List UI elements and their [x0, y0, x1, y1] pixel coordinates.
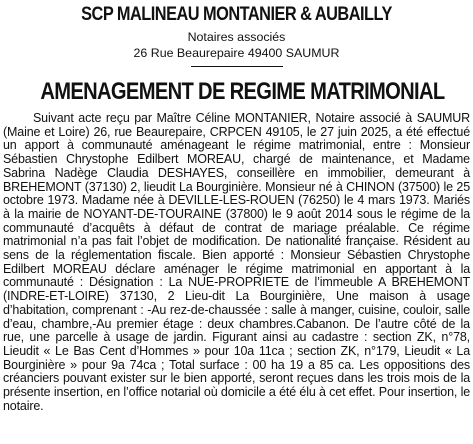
firm-address: 26 Rue Beaurepaire 49400 SAUMUR — [133, 46, 340, 60]
notice-body: Suivant acte reçu par Maître Céline MONTANIER, Notaire associé à SAUMUR (Maine et Loire) 26, rue Beaurepaire, CRPCEN 49105, le 27 juin 2025, a été effectué un apport à communauté aménageant le régime matrimonial, entre : Monsieur Sébastien Chrystophe Edilbert MOREAU, chargé de maintenance, et Madame Sabrina Nadège Claudia DESHAYES, conseillère en immobilier, demeurant à BREHEMONT (37130) 2, lieudit La Bourginière. Monsieur né à CHINON (37500) le 25 octobre 1973. Madame née à DEVILLE-LES-ROUEN (76250) le 4 mars 1973. Mariés à la mairie de NOYANT-DE-TOURAINE (37800) le 9 août 2014 sous le régime de la communauté d’acquêts à défaut de contrat de mariage préalable. Ce régime matrimonial n’a pas fait l’objet de modification. De nationalité française. Résident au sens de la réglementation fiscale. Bien apporté : Monsieur Sébastien Chrystophe Edilbert MOREAU déclare aménager le régime matrimonial en apportant à la communauté : Désignation : La NUE-PROPRIETE de l’immeuble A BREHEMONT (INDRE-ET-LOIRE) 37130, 2 Lieu-dit La Bourginière, Une maison à usage d’habitation, comprenant : -Au rez-de-chaussée : salle à manger, cuisine, couloir, salle d’eau, chambre,-Au premier étage : deux chambres.Cabanon. De l’autre côté de la rue, une parcelle à usage de jardin. Figurant ainsi au cadastre : section ZK, n°78, Lieudit « Le Bas Cent d’Hommes » pour 10a 11ca ; section ZK, n°179, Lieudit « La Bourginière » pour 9a 74ca ; Total surface : 00 ha 19 a 85 ca. Les oppositions des créanciers pouvant exister sur le bien apporté, seront reçues dans les trois mois de la présente insertion, en l’office notarial où domicile a été élu à cet effet. Pour insertion, le notaire. — [3, 111, 470, 413]
firm-subtitle: Notaires associés — [187, 30, 286, 44]
notice-title: AMENAGEMENT DE REGIME MATRIMONIAL — [40, 78, 445, 105]
header-divider — [191, 66, 283, 67]
firm-name: SCP MALINEAU MONTANIER & AUBAILLY — [81, 4, 392, 25]
